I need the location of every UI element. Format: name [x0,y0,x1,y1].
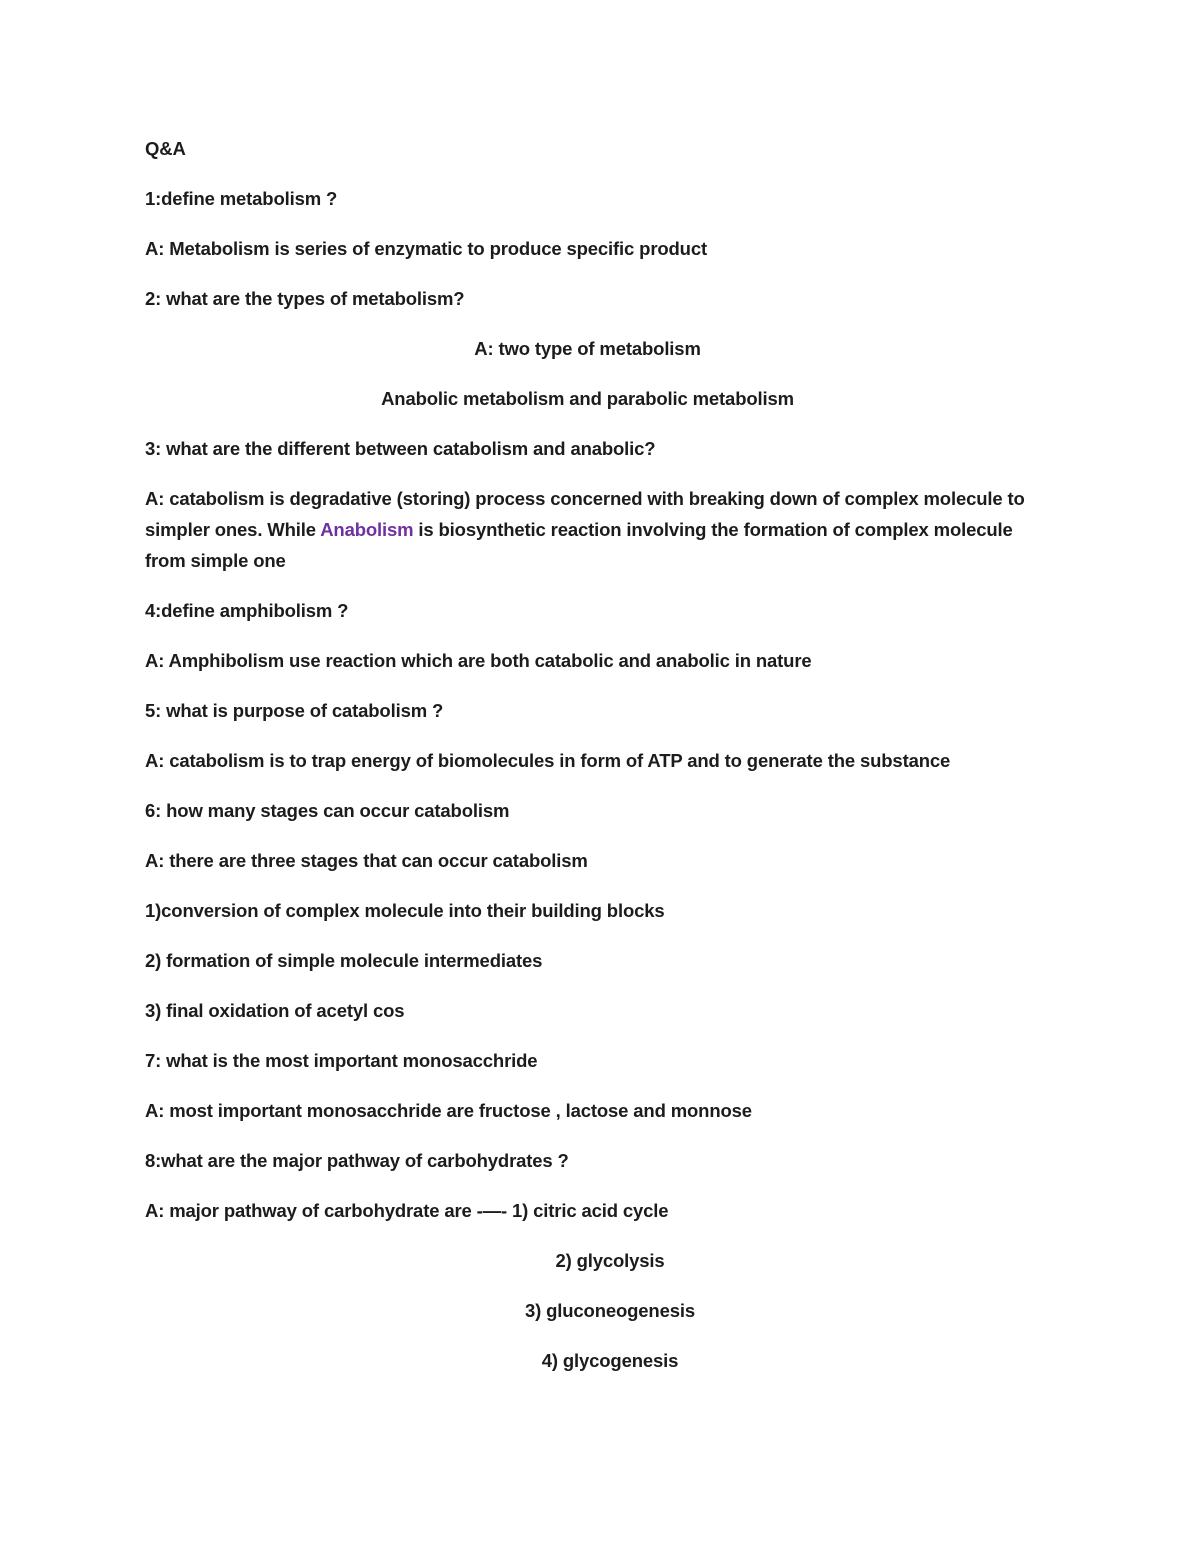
answer-7: A: most important monosacchride are fructose , lactose and monnose [145,1100,752,1121]
answer-2-line-2: Anabolic metabolism and parabolic metabolism [381,388,794,409]
answer-6-item-2: 2) formation of simple molecule intermediates [145,950,543,971]
answer-8-item-4: 4) glycogenesis [541,1350,679,1371]
answer-6: A: there are three stages that can occur catabolism [145,850,588,871]
answer-3 [145,483,1030,576]
answer-8-line-1: A: major pathway of carbohydrate are -—- 1) citric acid cycle [145,1200,669,1221]
question-3: 3: what are the different between catabolism and anabolic? [145,438,656,459]
question-1: 1:define metabolism ? [145,188,338,209]
answer-8-item-2: 2) glycolysis [555,1250,665,1271]
question-7: 7: what is the most important monosacchride [145,1050,538,1071]
anabolism-link: Anabolism [320,519,414,540]
answer-5: A: catabolism is to trap energy of biomolecules in form of ATP and to generate the substance [145,750,951,771]
answer-8-item-3: 3) gluconeogenesis [524,1300,695,1321]
answer-6-item-3: 3) final oxidation of acetyl cos [145,1000,405,1021]
question-2: 2: what are the types of metabolism? [145,288,465,309]
question-6: 6: how many stages can occur catabolism [145,800,510,821]
answer-3-text-post: is biosynthetic reaction involving the formation of complex molecule from simple one [145,519,1013,571]
answer-1: A: Metabolism is series of enzymatic to produce specific product [145,238,707,259]
answer-3-text-pre: A: catabolism is degradative (storing) process concerned with breaking down of complex molecule to simpler ones. While [145,488,1025,540]
answer-6-item-1: 1)conversion of complex molecule into their building blocks [145,900,665,921]
doc-title: Q&A [145,138,186,159]
question-8: 8:what are the major pathway of carbohydrates ? [145,1150,569,1171]
answer-4: A: Amphibolism use reaction which are both catabolic and anabolic in nature [145,650,812,671]
question-5: 5: what is purpose of catabolism ? [145,700,444,721]
answer-2-line-1: A: two type of metabolism [474,338,701,359]
question-4: 4:define amphibolism ? [145,600,349,621]
